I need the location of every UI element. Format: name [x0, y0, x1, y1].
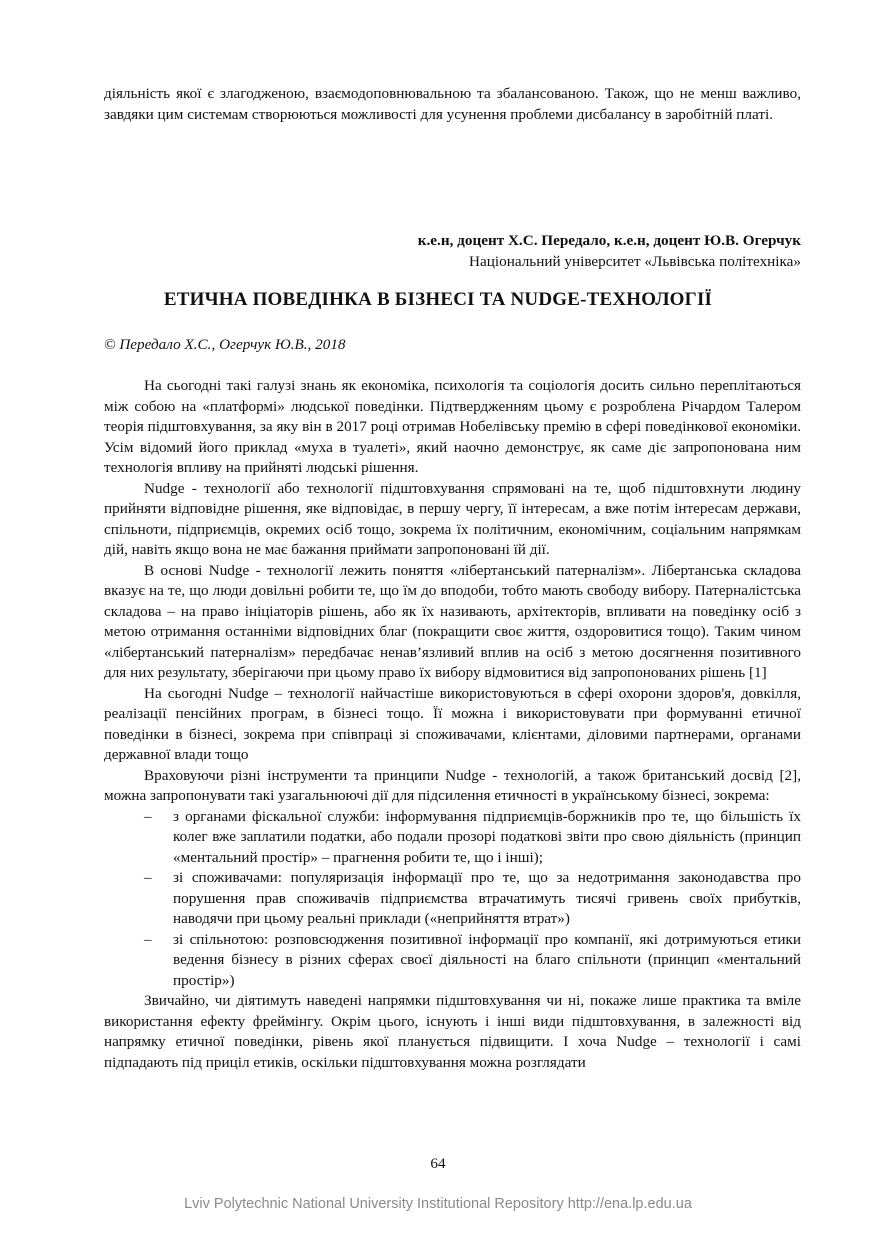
body-paragraph: Nudge - технології або технології підштовхування спрямовані на те, щоб підштовхнути людину прийняти відповідне рішення, яке відповідає, в першу чергу, її інтересам, а вже потім інтересам держави, спільноти, підприємців, окремих осіб тощо, зокрема їх політичним, економічним, соціальним напрямкам дій, навіть якщо вона не має бажання приймати запропоновані їй дії.	[104, 479, 801, 558]
body-paragraph: На сьогодні такі галузі знань як економіка, психологія та соціологія досить сильно переплітаються між собою на «платформі» людської поведінки. Підтвердженням цьому є розроблена Річардом Талером теорія підштовхування, за яку він в 2017 році отримав Нобелівську премію в сфері поведінкової економіки. Усім відомий його приклад «муха в туалеті», який наочно демонструє, як саме діє запропонована ним технологія впливу на прийняті людські рішення.	[104, 377, 801, 476]
list-item	[104, 930, 801, 992]
copyright-line: © Передало Х.С., Огерчук Ю.В., 2018	[104, 336, 346, 353]
list-dash: –	[144, 869, 152, 886]
author-block	[418, 231, 801, 272]
article-title: ЕТИЧНА ПОВЕДІНКА В БІЗНЕСІ ТА NUDGE-ТЕХНОЛОГІЇ	[163, 289, 713, 310]
list-dash: –	[144, 930, 152, 948]
body-paragraph: В основі Nudge - технології лежить поняття «лібертанський патерналізм». Лібертанська складова вказує на те, що люди довільні робити те, що їм до вподоби, тобто мають свободу вибору. Патерналістська складова – на право ініціаторів рішень, або як їх називають, архітекторів, впливати на поведінку осіб з метою отримання останніми відповідних благ (покращити своє життя, оздоровитися тощо). Таким чином «лібертанський патерналізм» передбачає ненав’язливий вплив на осіб з метою досягнення позитивного для них результату, зберігаючи при цьому право їх вибору відмовитися від запропонованих рішень [1]	[104, 561, 801, 681]
author-affiliation: Національний університет «Львівська політехніка»	[469, 252, 801, 270]
intro-paragraph	[104, 84, 801, 125]
intro-text: діяльність якої є злагодженою, взаємодоповнювальною та збалансованою. Також, що не менш важливо, завдяки цим системам створюються можливості для усунення проблеми дисбалансу в заробітній платі.	[104, 85, 801, 123]
body-paragraph: Враховуючи різні інструменти та принципи Nudge - технологій, а також британський досвід [2], можна запропонувати такі узагальнюючі дії для підсилення етичності в українському бізнесі, зокрема:	[104, 766, 801, 804]
author-names: к.е.н, доцент Х.С. Передало, к.е.н, доцент Ю.В. Огерчук	[417, 232, 801, 249]
list-item-text: зі споживачами: популяризація інформації про те, що за недотримання законодавства про порушення прав споживачів підприємства втрачатимуть тисячі гривень своїх прибутків, наводячи при цьому реальні приклади («неприйняття втрат»)	[173, 869, 801, 927]
list-item	[104, 807, 801, 869]
repository-footer: Lviv Polytechnic National University Institutional Repository http://ena.lp.edu.ua	[184, 1196, 692, 1212]
page-number: 64	[430, 1155, 446, 1172]
list-item	[104, 868, 801, 930]
article-body	[104, 376, 801, 1073]
list-dash: –	[144, 807, 152, 825]
body-paragraph: На сьогодні Nudge – технології найчастіше використовуються в сфері охорони здоров'я, довкілля, реалізації пенсійних програм, в бізнесі тощо. Її можна і використовувати при формуванні етичної поведінки в бізнесі, зокрема при співпраці зі споживачами, клієнтами, діловими партнерами, органами державної влади тощо	[104, 684, 801, 763]
closing-paragraph: Звичайно, чи діятимуть наведені напрямки підштовхування чи ні, покаже лише практика та вміле використання ефекту фреймінгу. Окрім цього, існують і інші види підштовхування, в залежності від напрямку етичної поведінки, рівень якої планується підвищити. І хоча Nudge – технології і самі підпадають під приціл етиків, оскільки підштовхування можна розглядати	[104, 992, 801, 1071]
list-item-text: зі спільнотою: розповсюдження позитивної інформації про компанії, які дотримуються етики ведення бізнесу в різних сферах своєї діяльності на благо спільноти (принцип «ментальний простір»)	[173, 930, 801, 989]
recommendation-list	[104, 807, 801, 992]
list-item-text: з органами фіскальної служби: інформування підприємців-боржників про те, що більшість їх колег вже заплатили податки, або подали прозорі податкові звіти про свою діяльність (принцип «ментальний простір» – прагнення робити те, що і інші);	[173, 807, 801, 866]
